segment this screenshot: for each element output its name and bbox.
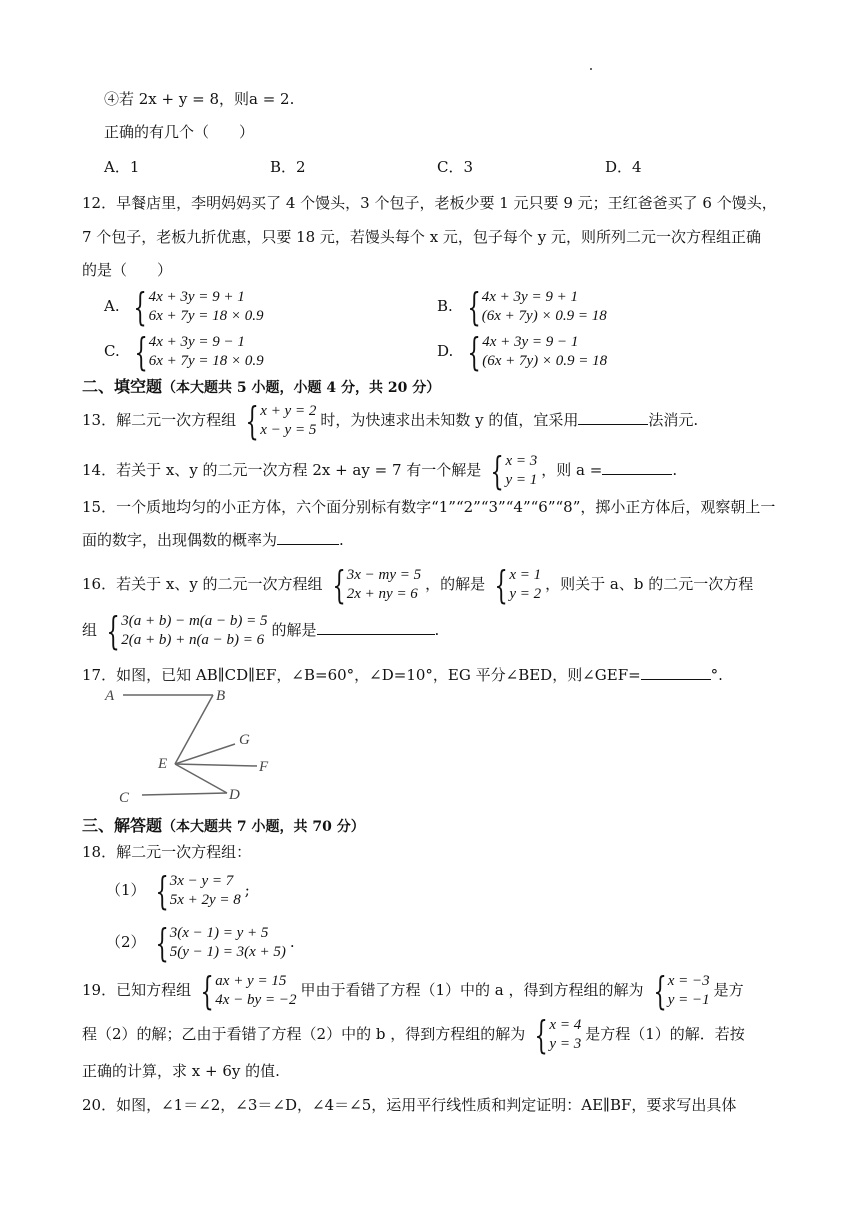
equation: y = −1 [667,992,710,1008]
parallel-lines-figure [95,680,295,810]
q12-line3: 的是（ ） [82,261,173,279]
q18-part2: （2） { 3(x − 1) = y + 5 5(y − 1) = 3(x + 5) . [106,921,295,965]
line-cd [142,793,227,795]
q15-line1: 15．一个质地均匀的小正方体，六个面分别标有数字“1”“2”“3”“4”“6”“8”，掷小正方体后，观察朝上一 [82,498,776,516]
q13-end: 法消元. [648,411,699,429]
section-note: （本大题共 5 小题，小题 4 分，共 20 分） [162,380,441,396]
q12-option-b: B. { 4x + 3y = 9 + 1 (6x + 7y) × 0.9 = 18 [437,285,607,329]
section-title: 三、解答题 [82,816,163,835]
q18-text: 18．解二元一次方程组： [82,843,252,861]
answer-blank [602,458,672,475]
q11-option-b: B．2 [270,158,306,176]
section-note: （本大题共 7 小题，共 70 分） [162,819,365,835]
q11-option-a: A．1 [104,158,140,176]
equation: x − y = 5 [260,422,317,438]
equation: x = −3 [667,973,710,989]
option-label: C. [104,342,120,360]
equation: 6x + 7y = 18 × 0.9 [148,353,264,369]
q12-line2: 7 个包子，老板九折优惠，只要 18 元，若馒头每个 x 元，包子每个 y 元，则所列二元一次方程组正确 [82,228,761,246]
line-ed [175,764,227,793]
q16-post: ，则关于 a、b 的二元一次方程 [545,575,754,593]
q15-text: 面的数字，出现偶数的概率为 [82,531,278,549]
option-label: B. [437,297,453,315]
part-end: ; [244,881,250,899]
equation: (6x + 7y) × 0.9 = 18 [482,353,608,369]
q12-line1: 12．早餐店里，李明妈妈买了 4 个馒头，3 个包子，老板少要 1 元只要 9 元；王红爸爸买了 6 个馒头， [82,194,777,212]
q11-prompt: 正确的有几个（ ） [104,123,255,141]
q17-end: °. [710,666,723,684]
q12-option-a: A. { 4x + 3y = 9 + 1 6x + 7y = 18 × 0.9 [104,285,264,329]
q13: 13．解二元一次方程组 { x + y = 2 x − y = 5 时，为快速求出未知数 y 的值，宜采用 法消元. [82,399,699,443]
point-label-b: B [216,688,226,704]
part-end: . [289,933,295,951]
q17-text: 17．如图，已知 AB∥CD∥EF，∠B=60°，∠D=10°，EG 平分∠BED，则∠GEF= [82,666,641,684]
q19-post: 是方 [713,981,744,999]
scan-dot [590,68,592,70]
q14-pre: 14．若关于 x、y 的二元一次方程 2x + ay = 7 有一个解是 [82,461,482,479]
q14-end: . [672,461,678,479]
point-label-g: G [239,732,250,748]
q12-option-c: C. { 4x + 3y = 9 − 1 6x + 7y = 18 × 0.9 [104,330,264,374]
q16-line2: 组 { 3(a + b) − m(a − b) = 5 2(a + b) + n(a − b) = 6 的解是 . [82,609,440,653]
point-label-e: E [158,756,168,772]
answer-blank [578,408,648,425]
q14-post: ，则 a = [541,461,603,479]
q19-line2-post: 是方程（1）的解．若按 [585,1025,745,1043]
point-label-a: A [105,688,115,704]
option-label: A. [104,297,120,315]
answer-blank [317,618,435,635]
answer-blank [641,663,711,680]
line-ef [175,764,257,766]
equation: ax + y = 15 [215,973,287,989]
q16-post2: 的解是 [271,621,317,639]
point-label-d: D [229,787,240,803]
q16-pre: 16．若关于 x、y 的二元一次方程组 [82,575,323,593]
section-title: 二、填空题 [82,377,163,396]
q16-pre2: 组 [82,621,98,639]
q11-item4: ④若 2x + y = 8，则a = 2. [104,90,295,108]
q16-mid: ，的解是 [425,575,486,593]
q19-pre: 19．已知方程组 [82,981,192,999]
equation: 3(x − 1) = y + 5 [169,925,269,941]
equation: 3(a + b) − m(a − b) = 5 [121,613,268,629]
equation: (6x + 7y) × 0.9 = 18 [481,308,607,324]
equation: 2x + ny = 6 [346,586,418,602]
point-label-f: F [259,759,269,775]
equation: 2(a + b) + n(a − b) = 6 [121,632,265,648]
q13-post: 时，为快速求出未知数 y 的值，宜采用 [320,411,579,429]
q19-line2: 程（2）的解；乙由于看错了方程（2）中的 b ，得到方程组的解为 { x = 4 y = 3 是方程（1）的解．若按 [82,1013,745,1057]
equation: 6x + 7y = 18 × 0.9 [148,308,264,324]
point-label-c: C [119,790,130,806]
q15-line2 [82,528,344,551]
q16-end: . [434,621,440,639]
equation: 4x + 3y = 9 − 1 [482,334,579,350]
equation: 3x − my = 5 [346,567,422,583]
section-2-heading [82,376,440,399]
equation: 4x + 3y = 9 + 1 [481,289,578,305]
equation: 4x + 3y = 9 + 1 [148,289,245,305]
equation: 3x − y = 7 [169,873,234,889]
option-label: D. [437,342,454,360]
section-3-heading [82,815,365,838]
equation: y = 3 [549,1036,582,1052]
q19-mid: 甲由于看错了方程（1）中的 a ，得到方程组的解为 [300,981,644,999]
equation: 4x + 3y = 9 − 1 [148,334,245,350]
equation: 5(y − 1) = 3(x + 5) [169,944,286,960]
equation: y = 1 [505,472,538,488]
equation: y = 2 [509,586,542,602]
part-label: （2） [106,933,146,951]
answer-blank [277,528,339,545]
equation: x = 3 [505,453,538,469]
equation: x = 4 [549,1017,582,1033]
part-label: （1） [106,881,146,899]
q15-end: . [339,531,344,549]
q12-option-d: D. { 4x + 3y = 9 − 1 (6x + 7y) × 0.9 = 18 [437,330,608,374]
equation: 5x + 2y = 8 [169,892,241,908]
q13-pre: 13．解二元一次方程组 [82,411,237,429]
equation: x + y = 2 [260,403,317,419]
q18-part1: （1） { 3x − y = 7 5x + 2y = 8 ; [106,869,250,913]
equation: x = 1 [509,567,542,583]
q14: 14．若关于 x、y 的二元一次方程 2x + ay = 7 有一个解是 { x = 3 y = 1 ，则 a = . [82,449,678,493]
q19-line1: 19．已知方程组 { ax + y = 15 4x − by = −2 甲由于看错了方程（1）中的 a ，得到方程组的解为 { x = −3 y = −1 是方 [82,969,744,1013]
q11-option-c: C．3 [437,158,474,176]
q11-option-d: D．4 [605,158,642,176]
q19-line2-pre: 程（2）的解；乙由于看错了方程（2）中的 b ，得到方程组的解为 [82,1025,526,1043]
q19-line3: 正确的计算，求 x + 6y 的值. [82,1062,280,1080]
equation: 4x − by = −2 [215,992,297,1008]
q16-line1: 16．若关于 x、y 的二元一次方程组 { 3x − my = 5 2x + ny = 6 ，的解是 { x = 1 y = 2 ，则关于 a、b 的二元一次方程 [82,563,754,607]
q20-line1: 20．如图，∠1＝∠2，∠3＝∠D，∠4＝∠5，运用平行线性质和判定证明：AE∥BF，要求写出具体 [82,1096,737,1114]
